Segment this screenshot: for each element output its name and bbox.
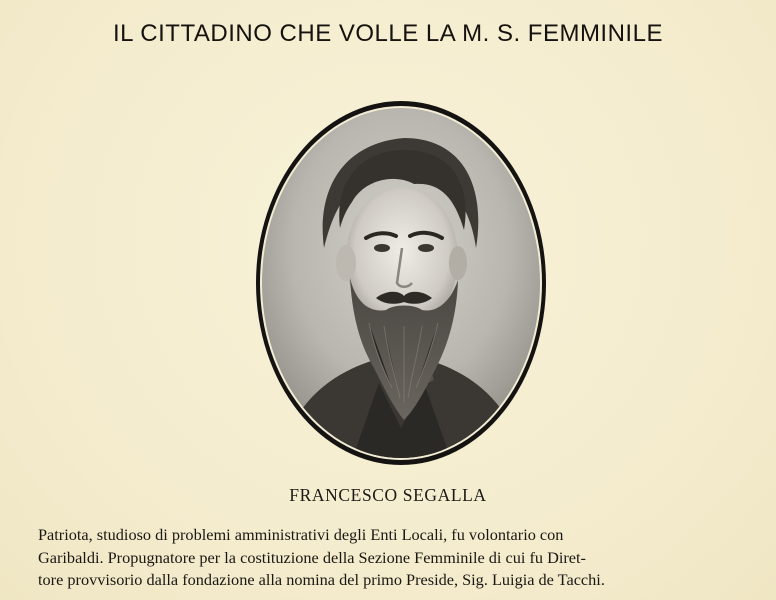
page-title: IL CITTADINO CHE VOLLE LA M. S. FEMMINILE	[113, 20, 663, 47]
portrait-caption: FRANCESCO SEGALLA	[289, 485, 487, 505]
portrait-illustration	[254, 98, 548, 468]
biography-line: Garibaldi. Propugnatore per la costituzione della Sezione Femminile di cui fu Diret-	[38, 547, 586, 567]
biography-line: tore provvisorio dalla fondazione alla nomina del primo Preside, Sig. Luigia de Tacchi.	[38, 570, 605, 589]
portrait-photo	[254, 98, 548, 468]
biography-text	[38, 524, 776, 592]
biography-line: Patriota, studioso di problemi amministrativi degli Enti Locali, fu volontario con	[38, 525, 564, 544]
